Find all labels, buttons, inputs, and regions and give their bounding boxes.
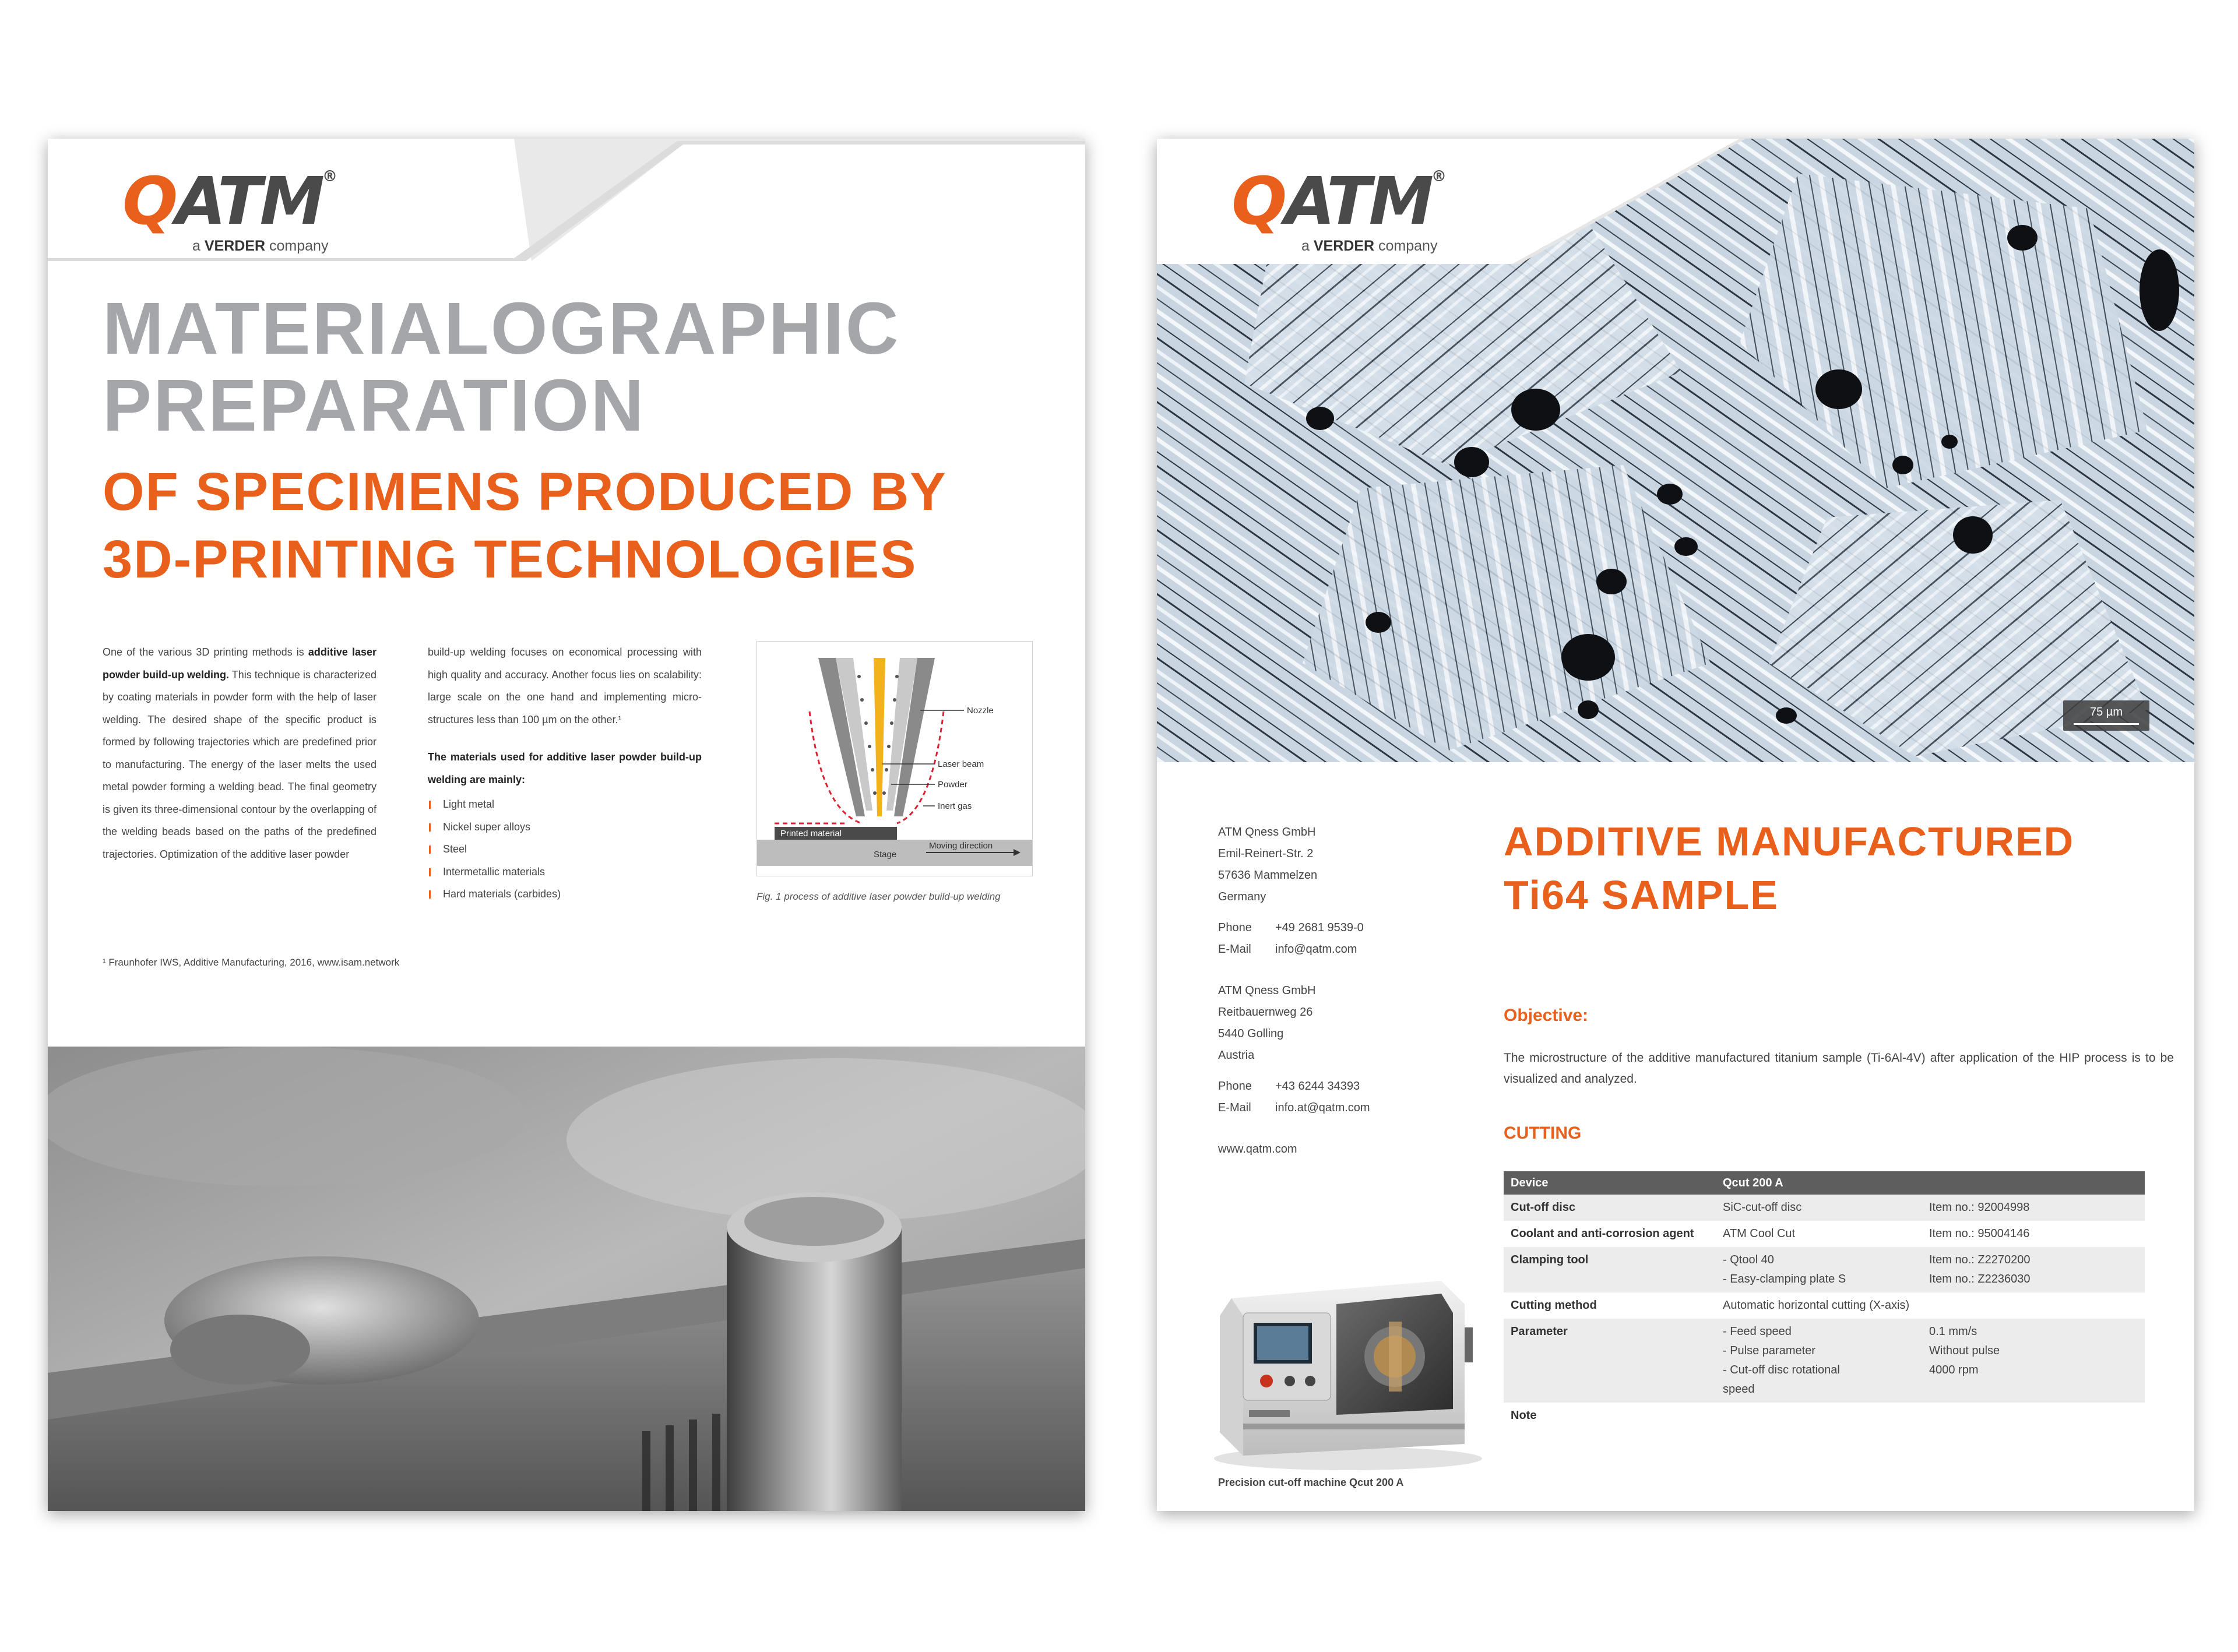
- qatm-logo: QATM® a VERDER company: [1231, 164, 1445, 254]
- main-title-orange: OF SPECIMENS PRODUCED BY 3D-PRINTING TECHNOLOGIES: [103, 462, 947, 589]
- email-link[interactable]: info@qatm.com: [1275, 943, 1357, 956]
- address-austria: ATM Qness GmbH Reitbauernweg 26 5440 Golling Austria: [1218, 984, 1316, 1062]
- table-row: Parameter - Feed speed - Pulse parameter - Cut-off disc rotational speed 0.1 mm/s Without pulse 4000 rpm: [1504, 1319, 2145, 1403]
- logo-tagline: a VERDER company: [1301, 238, 1438, 254]
- cutoff-machine-image: [1208, 1258, 1488, 1473]
- cutting-table: [1504, 1171, 2145, 1429]
- materials-list: [428, 793, 702, 906]
- logo-tagline: a VERDER company: [192, 238, 329, 254]
- process-diagram: [757, 642, 1032, 876]
- list-item: Hard materials (carbides): [428, 883, 702, 906]
- label-laser-beam: Laser beam: [938, 759, 984, 769]
- label-inert-gas: Inert gas: [938, 801, 972, 811]
- label-nozzle: Nozzle: [967, 706, 994, 716]
- label-moving-direction: Moving direction: [929, 841, 993, 851]
- cutting-heading: CUTTING: [1504, 1123, 1582, 1143]
- label-powder: Powder: [938, 780, 967, 790]
- table-row: Coolant and anti-corrosion agent ATM Cool Cut Item no.: 95004146: [1511, 1227, 2030, 1240]
- printed-part-photo: [48, 1047, 1085, 1511]
- table-row: Cutting method Automatic horizontal cutting (X-axis): [1511, 1299, 1910, 1312]
- contact-germany: Phone +49 2681 9539-0 E-Mail info@qatm.com: [1218, 921, 1364, 956]
- email-link[interactable]: info.at@qatm.com: [1275, 1101, 1370, 1114]
- brochure-page-left: [48, 139, 1085, 1511]
- table-header: [1922, 1171, 2145, 1195]
- intro-text-col1: One of the various 3D printing methods is additive laser powder build-up welding. This technique is characterized by coating materials in powder form with the help of laser welding. The desired shape of the specific product is formed by following trajectories which are predefined prior to manufacturing. The energy of the laser melts the used metal powder forming a welding bead. The final geometry is given its three-dimensional contour by the overlapping of the welding beads based on the paths of the predefined trajectories. Optimization of the additive laser powder: [103, 646, 377, 860]
- list-item: Nickel super alloys: [428, 816, 702, 839]
- brochure-page-right: [1157, 139, 2194, 1511]
- website-link[interactable]: www.qatm.com: [1218, 1143, 1297, 1156]
- contact-austria: Phone +43 6244 34393 E-Mail info.at@qatm.com: [1218, 1080, 1370, 1114]
- objective-heading: Objective:: [1504, 1006, 1589, 1025]
- process-figure: [756, 641, 1033, 876]
- sample-title: ADDITIVE MANUFACTURED Ti64 SAMPLE: [1504, 819, 2075, 918]
- footnote: ¹ Fraunhofer IWS, Additive Manufacturing, 2016, www.isam.network: [103, 957, 400, 968]
- table-header: Qcut 200 A: [1716, 1171, 1922, 1195]
- intro-text-col2: build-up welding focuses on economical processing with high quality and accuracy. Another focus lies on scalability: large scale on the one hand and implementing micro-structures less than 100 µm on the other.¹ The materials used for additive laser powder build-up welding are mainly: Light metal Nickel super alloys Steel Intermetallic materials Hard materials (carbides): [428, 641, 702, 906]
- table-row: Note: [1511, 1409, 1537, 1422]
- list-item: Light metal: [428, 793, 702, 816]
- label-stage: Stage: [874, 850, 897, 860]
- address-germany: ATM Qness GmbH Emil-Reinert-Str. 2 57636 Mammelzen Germany: [1218, 826, 1318, 903]
- main-title-grey: MATERIALOGRAPHIC PREPARATION: [103, 287, 900, 446]
- scale-bar: 75 µm: [2063, 700, 2149, 731]
- table-row: Cut-off disc SiC-cut-off disc Item no.: 92004998: [1504, 1195, 2145, 1221]
- figure-caption: Fig. 1 process of additive laser powder build-up welding: [756, 891, 1001, 902]
- materials-heading: The materials used for additive laser powder build-up welding are mainly:: [428, 751, 702, 786]
- list-item: Steel: [428, 838, 702, 861]
- label-printed-material: Printed material: [780, 829, 842, 839]
- list-item: Intermetallic materials: [428, 861, 702, 883]
- qatm-logo: QATM® a VERDER company: [122, 164, 336, 254]
- objective-text: The microstructure of the additive manufactured titanium sample (Ti-6Al-4V) after application of the HIP process is to be visualized and analyzed.: [1504, 1051, 2174, 1086]
- table-row: Clamping tool - Qtool 40 - Easy-clamping plate S Item no.: Z2270200 Item no.: Z2236030: [1504, 1247, 2145, 1292]
- table-header-row: [1504, 1171, 2145, 1195]
- machine-caption: Precision cut-off machine Qcut 200 A: [1218, 1477, 1404, 1488]
- table-header: Device: [1504, 1171, 1716, 1195]
